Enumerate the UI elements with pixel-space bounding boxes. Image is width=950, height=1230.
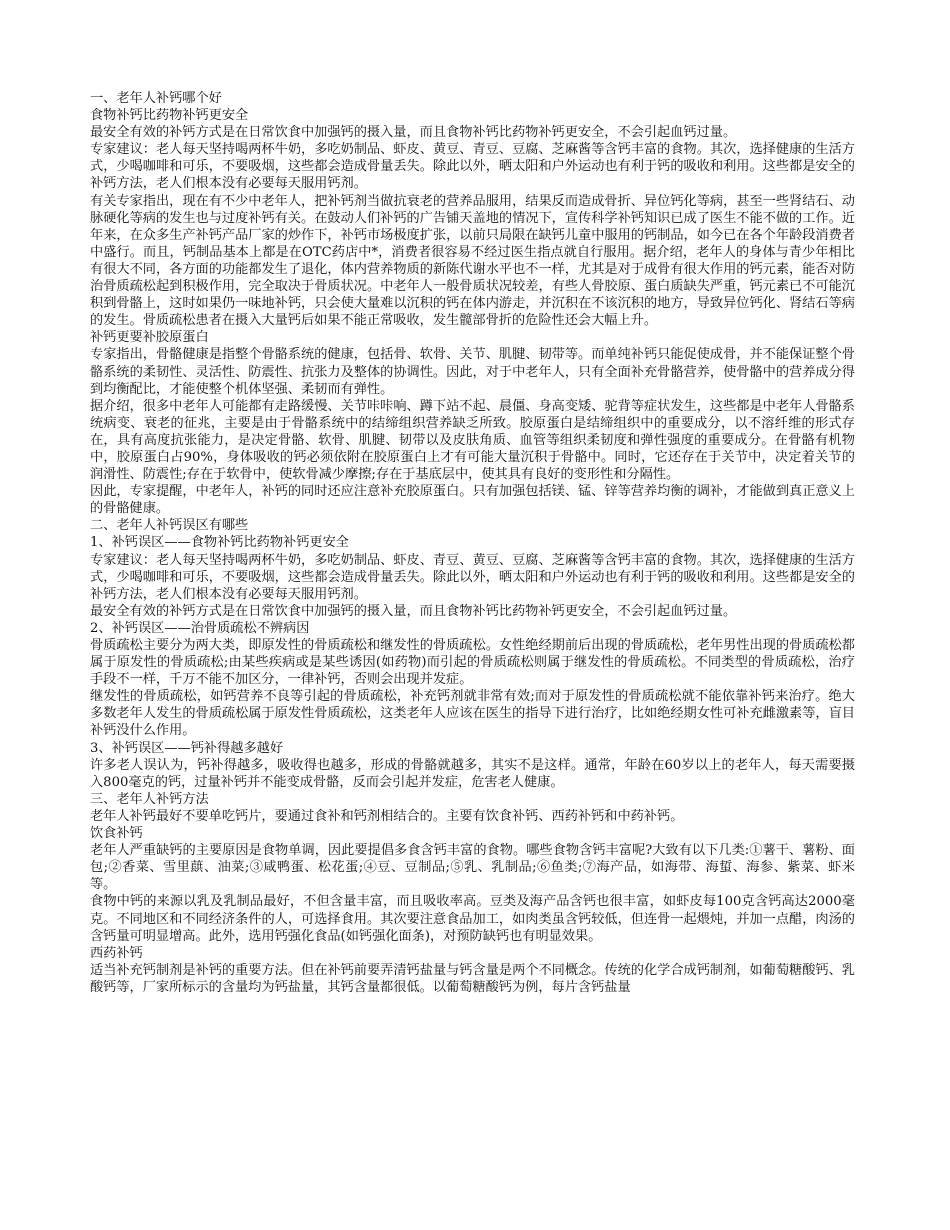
body-paragraph: 有关专家指出，现在有不少中老年人，把补钙剂当做抗衰老的营养品服用，结果反而造成骨折、异位钙化等病，甚至一些肾结石、动脉硬化等病的发生也与过度补钙有关。在鼓动人们补钙的广告铺天盖地的情况下，宣传科学补钙知识已成了医生不能不做的工作。近年来，在众多生产补钙产品厂家的炒作下，补钙市场极度扩张，以前只局限在缺钙儿童中服用的钙制品，如今已在各个年龄段消费者中盛行。而且，钙制品基本上都是在OTC药店中*，消费者很容易不经过医生指点就自行服用。据介绍，老年人的身体与青少年相比有很大不同，各方面的功能都发生了退化，体内营养物质的新陈代谢水平也不一样，尤其是对于成骨有很大作用的钙元素，能否对防治骨质疏松起到积极作用，完全取决于骨质状况。中老年人一般骨质状况较差，有些人骨胶原、蛋白质缺失严重，钙元素已不可能沉积到骨骼上，这时如果仍一味地补钙，只会使大量难以沉积的钙在体内游走，并沉积在不该沉积的地方，导致异位钙化、肾结石等病的发生。骨质疏松患者在摄入大量钙后如果不能正常吸收，发生髋部骨折的危险性还会大幅上升。 [90,193,855,329]
body-paragraph: 老年人补钙最好不要单吃钙片，要通过食补和钙剂相结合的。主要有饮食补钙、西药补钙和中药补钙。 [90,808,684,824]
subheading: 饮食补钙 [90,826,143,842]
document-page [90,90,855,996]
body-paragraph: 因此，专家提醒，中老年人，补钙的同时还应注意补充胶原蛋白。只有加强包括镁、锰、锌等营养均衡的调补，才能做到真正意义上的骨骼健康。 [90,484,855,517]
section-heading: 二、老年人补钙误区有哪些 [90,518,249,534]
subheading: 2、补钙误区——治骨质疏松不辨病因 [90,620,310,636]
body-paragraph: 食物中钙的来源以乳及乳制品最好，不但含量丰富，而且吸收率高。豆类及海产品含钙也很丰富，如虾皮每100克含钙高达2000毫克。不同地区和不同经济条件的人，可选择食用。其次要注意食品加工，如肉类虽含钙较低，但连骨一起煨炖，并加一点醋，肉汤的含钙量可明显增高。此外，选用钙强化食品(如钙强化面条)，对预防缺钙也有明显效果。 [90,894,855,944]
body-paragraph: 专家建议：老人每天坚持喝两杯牛奶，多吃奶制品、虾皮、黄豆、青豆、豆腐、芝麻酱等含钙丰富的食物。其次，选择健康的生活方式，少喝咖啡和可乐，不要吸烟，这些都会造成骨量丢失。除此以外，晒太阳和户外运动也有利于钙的吸收和利用。这些都是安全的补钙方法，老人们根本没有必要每天服用钙剂。 [90,142,855,192]
body-paragraph: 继发性的骨质疏松，如钙营养不良等引起的骨质疏松，补充钙剂就非常有效;而对于原发性的骨质疏松就不能依靠补钙来治疗。绝大多数老年人发生的骨质疏松属于原发性骨质疏松，这类老年人应该在医生的指导下进行治疗，比如绝经期女性可补充雌激素等，盲目补钙没什么作用。 [90,689,855,739]
body-paragraph: 骨质疏松主要分为两大类，即原发性的骨质疏松和继发性的骨质疏松。女性绝经期前后出现的骨质疏松，老年男性出现的骨质疏松都属于原发性的骨质疏松;由某些疾病或是某些诱因(如药物)而引起的骨质疏松则属于继发性的骨质疏松。不同类型的骨质疏松，治疗手段不一样，千万不能不加区分，一律补钙，否则会出现并发症。 [90,638,855,688]
body-paragraph: 最安全有效的补钙方式是在日常饮食中加强钙的摄入量，而且食物补钙比药物补钙更安全，不会引起血钙过量。 [90,603,737,619]
body-paragraph: 老年人严重缺钙的主要原因是食物单调，因此要提倡多食含钙丰富的食物。哪些食物含钙丰富呢?大致有以下几类:①薯干、薯粉、面包;②香菜、雪里蕻、油菜;③咸鸭蛋、松花蛋;④豆、豆制品;⑤乳、乳制品;⑥鱼类;⑦海产品，如海带、海蜇、海参、紫菜、虾米等。 [90,843,855,893]
body-paragraph: 据介绍，很多中老年人可能都有走路缓慢、关节咔咔响、蹲下站不起、晨僵、身高变矮、驼背等症状发生，这些都是中老年人骨骼系统病变、衰老的征兆，主要是由于骨骼系统中的结缔组织营养缺乏所致。胶原蛋白是结缔组织中的重要成分，以不溶纤维的形式存在，具有高度抗张能力，是决定骨骼、软骨、肌腱、韧带以及皮肤角质、血管等组织柔韧度和弹性强度的重要成分。在骨骼有机物中，胶原蛋白占90%，身体吸收的钙必须依附在胶原蛋白上才有可能大量沉积于骨骼中。同时，它还存在于关节中，决定着关节的润滑性、防震性;存在于软骨中，使软骨减少摩擦;存在于基底层中，使其具有良好的变形性和分隔性。 [90,398,855,483]
subheading: 1、补钙误区——食物补钙比药物补钙更安全 [90,535,349,551]
subheading: 西药补钙 [90,945,143,961]
section-heading: 三、老年人补钙方法 [90,791,209,807]
body-paragraph: 许多老人误认为，钙补得越多，吸收得也越多，形成的骨骼就越多，其实不是这样。通常，年龄在60岁以上的老年人，每天需要摄入800毫克的钙，过量补钙并不能变成骨骼，反而会引起并发症，危害老人健康。 [90,757,855,790]
body-paragraph: 专家建议：老人每天坚持喝两杯牛奶，多吃奶制品、虾皮、青豆、黄豆、豆腐、芝麻酱等含钙丰富的食物。其次，选择健康的生活方式，少喝咖啡和可乐，不要吸烟，这些都会造成骨量丢失。除此以外，晒太阳和户外运动也有利于钙的吸收和利用。这些都是安全的补钙方法，老人们根本没有必要每天服用钙剂。 [90,552,855,602]
subheading: 食物补钙比药物补钙更安全 [90,108,249,124]
section-heading: 一、老年人补钙哪个好 [90,91,222,106]
subheading: 3、补钙误区——钙补得越多越好 [90,740,284,756]
body-paragraph: 专家指出，骨骼健康是指整个骨骼系统的健康，包括骨、软骨、关节、肌腱、韧带等。而单纯补钙只能促使成骨，并不能保证整个骨骼系统的柔韧性、灵活性、防震性、抗张力及整体的协调性。因此，对于中老年人，只有全面补充骨骼营养，使骨骼中的营养成分得到均衡配比，才能使整个机体坚强、柔韧而有弹性。 [90,347,855,397]
subheading: 补钙更要补胶原蛋白 [90,330,209,346]
body-paragraph: 适当补充钙制剂是补钙的重要方法。但在补钙前要弄清钙盐量与钙含量是两个不同概念。传统的化学合成钙制剂，如葡萄糖酸钙、乳酸钙等，厂家所标示的含量均为钙盐量，其钙含量都很低。以葡萄糖酸钙为例，每片含钙盐量 [90,962,855,995]
body-paragraph: 最安全有效的补钙方式是在日常饮食中加强钙的摄入量，而且食物补钙比药物补钙更安全，不会引起血钙过量。 [90,125,737,141]
